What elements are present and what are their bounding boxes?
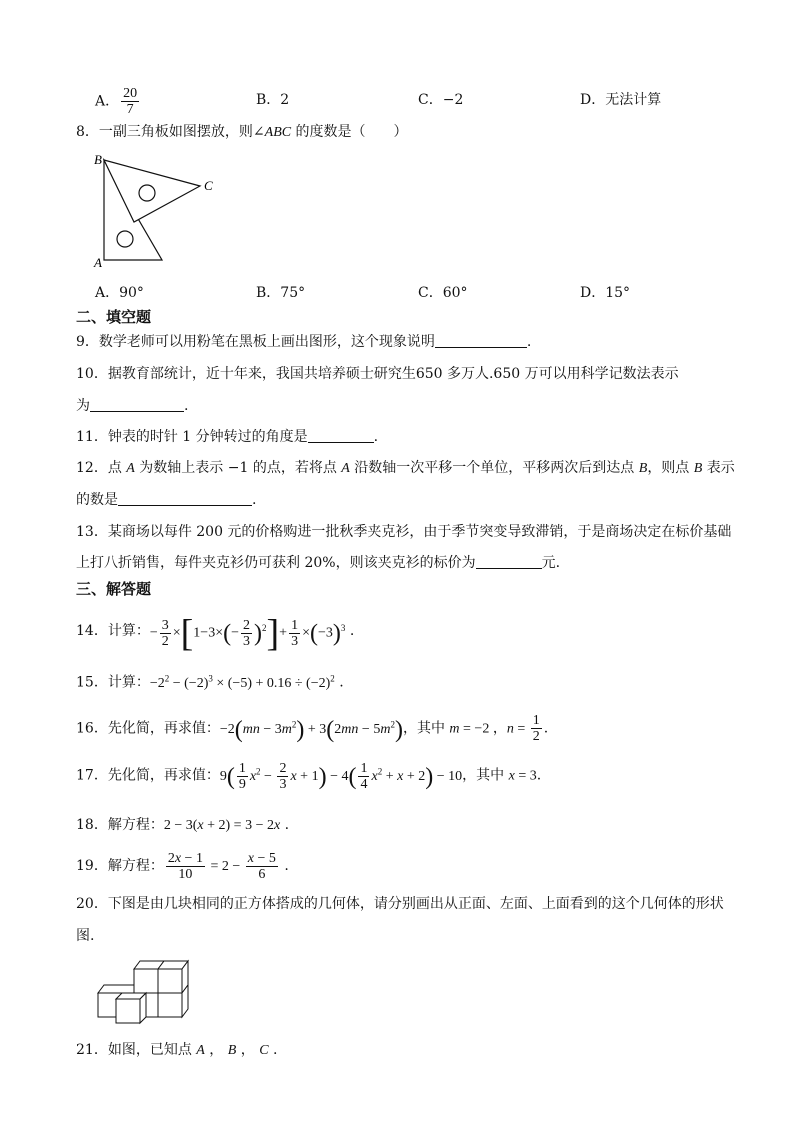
q16-equals: = bbox=[513, 721, 529, 737]
q11-text: 11．钟表的时针 1 分钟转过的角度是 bbox=[76, 429, 308, 445]
q21-sep-2: ， bbox=[236, 1042, 260, 1058]
q16-var-m: m bbox=[449, 721, 460, 737]
q21-text: 21．如图，已知点 bbox=[76, 1042, 197, 1058]
q16-var-n: n bbox=[506, 721, 514, 737]
q17-question bbox=[76, 753, 541, 795]
q11-end: . bbox=[373, 429, 379, 445]
q21-point-c: C bbox=[259, 1043, 269, 1058]
q7-option-c: C．−2 bbox=[418, 92, 464, 108]
cube-top-2-front bbox=[158, 969, 182, 993]
q16-end: . bbox=[543, 720, 549, 737]
q14-question bbox=[76, 608, 354, 654]
q10-end: . bbox=[184, 398, 189, 414]
q10-question-line1: 10．据教育部统计，近十年来，我国共培养硕士研究生650 多万人.650 万可以用科学记数法表示 bbox=[76, 366, 679, 382]
q17-end: . bbox=[536, 767, 542, 784]
triangle-right bbox=[104, 160, 200, 222]
q20-question-line2: 图. bbox=[76, 928, 95, 944]
q15-formula: $-2^2 - (-2)^3 \times (-5) + 0.16 \div (-2)^2$ bbox=[149, 673, 335, 691]
q12-text-3: 沿数轴一次平移一个单位，平移两次后到达点 bbox=[349, 460, 639, 476]
q13-answer-blank[interactable] bbox=[476, 554, 542, 569]
q12-text-1: 12．点 bbox=[76, 460, 127, 476]
q13-question-line2 bbox=[76, 553, 560, 573]
q21-question bbox=[76, 1040, 277, 1061]
q12-point-b-2: B bbox=[693, 461, 703, 476]
q12-end: . bbox=[252, 492, 257, 508]
q12-text-5: 表示 bbox=[702, 460, 735, 476]
q8-option-c: C．60° bbox=[418, 285, 468, 301]
q19-formula: $\frac{2x - 1}{10}$ = 2 − $\frac{x - 5}{6}$ bbox=[167, 851, 276, 883]
section-fill-in: 二、填空题 bbox=[76, 308, 152, 326]
q18-formula: 2 − 3(x + 2) = 3 − 2x bbox=[163, 818, 281, 833]
q19-suffix: . bbox=[279, 858, 289, 874]
q12-question-line1 bbox=[76, 458, 735, 479]
q11-question bbox=[76, 427, 378, 447]
triangle-left-hole bbox=[117, 231, 133, 247]
q21-sep-1: ， bbox=[204, 1042, 228, 1058]
q13-end: 元. bbox=[541, 555, 561, 571]
cube-stack-figure bbox=[96, 955, 196, 1027]
q18-prefix: 18．解方程： bbox=[76, 817, 164, 833]
q18-question bbox=[76, 815, 289, 836]
q14-prefix: 14．计算： bbox=[76, 622, 150, 639]
q7-option-a bbox=[95, 86, 141, 117]
q12-text-4: ，则点 bbox=[647, 460, 694, 476]
q12-point-a-2: A bbox=[341, 461, 350, 476]
q12-point-b: B bbox=[638, 461, 648, 476]
q9-answer-blank[interactable] bbox=[435, 333, 527, 348]
label-a: A bbox=[94, 255, 102, 270]
q21-point-a: A bbox=[196, 1043, 205, 1058]
label-b: B bbox=[94, 152, 102, 167]
q17-x-value: = 3 bbox=[514, 768, 537, 784]
q7-option-a-fraction bbox=[121, 86, 139, 117]
cube-back-3-front bbox=[158, 993, 182, 1017]
q16-where: ，其中 bbox=[402, 720, 450, 737]
q16-question bbox=[76, 706, 548, 748]
q13-question-line1: 13．某商场以每件 200 元的价格购进一批秋季夹克衫，由于季节突变导致滞销，于是商场决定在标价基础 bbox=[76, 524, 732, 540]
q12-point-a: A bbox=[126, 461, 135, 476]
q21-point-b: B bbox=[227, 1043, 237, 1058]
q12-answer-blank[interactable] bbox=[118, 491, 252, 506]
q15-suffix: . bbox=[334, 674, 344, 691]
q8-text-end: 的度数是（ ） bbox=[291, 124, 408, 140]
cube-front-front bbox=[116, 999, 140, 1023]
q10-line2-text: 为 bbox=[76, 398, 90, 414]
q9-text: 9．数学老师可以用粉笔在黑板上画出图形，这个现象说明 bbox=[76, 334, 435, 350]
q17-formula: 9( $\frac{1}{9}$ $x^2$ − $\frac{2}{3}$ x + 1) − 4( $\frac{1}{4}$ $x^2 + x + 2) - 10$ bbox=[219, 760, 463, 792]
cube-back-left-top bbox=[98, 985, 134, 993]
q17-var-x: x bbox=[508, 768, 515, 784]
triangle-set-figure bbox=[92, 150, 222, 272]
q7-option-a-denominator: 7 bbox=[126, 102, 134, 117]
q12-question-line2 bbox=[76, 490, 256, 510]
q14-formula: − $\frac{3}{2}$ ×[1−3×(− $\frac{2}{3}$ )$^2$]+ $\frac{1}{3}$ $\times(-3)^3$ bbox=[149, 612, 346, 655]
q8-option-a: A．90° bbox=[95, 285, 144, 301]
cube-top-1-front bbox=[134, 969, 158, 993]
q15-question bbox=[76, 668, 344, 694]
q13-line2-text: 上打八折销售，每件夹克衫仍可获利 20%，则该夹克衫的标价为 bbox=[76, 555, 476, 571]
q10-answer-blank[interactable] bbox=[90, 397, 184, 412]
q8-option-b: B．75° bbox=[256, 285, 306, 301]
q15-prefix: 15．计算： bbox=[76, 674, 150, 691]
q14-suffix: . bbox=[345, 622, 355, 639]
q16-n-value: $\frac{1}{2}$ bbox=[532, 713, 540, 745]
q7-option-a-numerator: 20 bbox=[123, 86, 138, 101]
q19-question bbox=[76, 848, 289, 885]
q9-question bbox=[76, 332, 531, 352]
q8-option-d: D．15° bbox=[580, 285, 631, 301]
q16-m-value: = −2 ， bbox=[459, 721, 507, 737]
q7-option-d: D．无法计算 bbox=[580, 92, 662, 108]
section-solve: 三、解答题 bbox=[76, 580, 152, 598]
q8-text: 8．一副三角板如图摆放，则∠ bbox=[76, 124, 265, 140]
q12-line2-text: 的数是 bbox=[76, 492, 118, 508]
q7-option-b: B．2 bbox=[256, 92, 290, 108]
q19-prefix: 19．解方程： bbox=[76, 858, 164, 874]
q17-prefix: 17．先化简，再求值： bbox=[76, 767, 220, 784]
q21-end: . bbox=[268, 1042, 278, 1058]
label-c: C bbox=[204, 178, 213, 193]
q8-question bbox=[76, 122, 408, 143]
q7-option-a-label: A． bbox=[95, 93, 120, 110]
q12-text-2: 为数轴上表示 −1 的点，若将点 bbox=[134, 460, 342, 476]
q16-formula: $-2(mn - 3m^2) + 3(2mn - 5m^2)$ bbox=[219, 716, 403, 743]
q10-question-line2 bbox=[76, 396, 188, 416]
q18-suffix: . bbox=[280, 817, 290, 833]
q8-angle: ABC bbox=[264, 125, 292, 140]
q16-prefix: 16．先化简，再求值： bbox=[76, 720, 220, 737]
cube-front-side bbox=[140, 993, 146, 1023]
q9-end: . bbox=[526, 334, 532, 350]
q17-where: ，其中 bbox=[462, 767, 509, 784]
q11-answer-blank[interactable] bbox=[308, 428, 374, 443]
q20-question-line1: 20．下图是由几块相同的正方体搭成的几何体，请分别画出从正面、左面、上面看到的这个几何体的形状 bbox=[76, 896, 724, 912]
